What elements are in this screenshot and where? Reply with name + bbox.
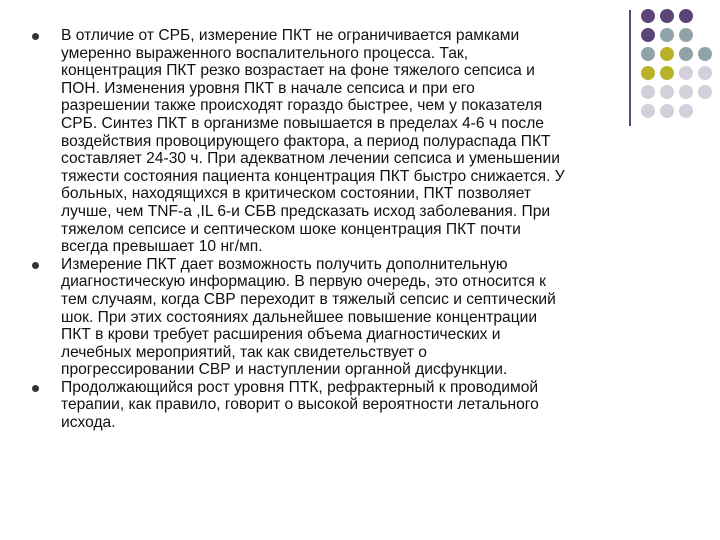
bullet-text-line: концентрация ПКТ резко возрастает на фоне тяжелого сепсиса и bbox=[61, 62, 535, 80]
decorative-dot bbox=[679, 28, 693, 42]
bullet-text-line: СРБ. Синтез ПКТ в организме повышается в пределах 4-6 ч после bbox=[61, 114, 544, 132]
decorative-dot bbox=[660, 9, 674, 23]
bullet-text-line: Измерение ПКТ дает возможность получить дополнительную bbox=[61, 255, 508, 273]
bullet-text-line: В отличие от СРБ, измерение ПКТ не ограничивается рамками bbox=[61, 27, 520, 44]
decorative-dot bbox=[698, 85, 712, 99]
decorative-dot bbox=[679, 9, 693, 23]
decorative-dot bbox=[679, 47, 693, 61]
bullet-list bbox=[30, 27, 680, 432]
bullet-text-line: всегда превышает 10 нг/мп. bbox=[61, 238, 263, 256]
bullet-text-line: составляет 24-30 ч. При адекватном лечении сепсиса и уменьшении bbox=[61, 150, 560, 168]
decorative-dot bbox=[698, 47, 712, 61]
bullet-text-line: тяжести состояния пациента концентрация ПКТ быстро снижается. У bbox=[61, 167, 565, 185]
decorative-dot bbox=[679, 104, 693, 118]
bullet-text-line: разрешении также происходят гораздо быстрее, чем у показателя bbox=[61, 97, 543, 115]
bullet-text-line: больных, находящихся в критическом состоянии, ПКТ позволяет bbox=[61, 185, 532, 203]
bullet-dot-icon bbox=[32, 33, 39, 40]
bullet-dot-icon bbox=[32, 385, 39, 392]
bullet-text-line: умеренно выраженного воспалительного процесса. Так, bbox=[61, 44, 469, 62]
bullet-text-line: исхода. bbox=[61, 414, 116, 432]
bullet-text-line: Продолжающийся рост уровня ПТК, рефрактерный к проводимой bbox=[61, 378, 539, 396]
bullet-text-line: ПОН. Изменения уровня ПКТ в начале сепсиса и при его bbox=[61, 79, 475, 97]
decorative-dot bbox=[698, 66, 712, 80]
bullet-item bbox=[30, 27, 680, 256]
bullet-text-line: воздействия провоцирующего фактора, а период полураспада ПКТ bbox=[61, 132, 551, 150]
decorative-dot bbox=[641, 9, 655, 23]
bullet-text-line: тяжелом сепсисе и септическом шоке концентрация ПКТ почти bbox=[61, 220, 521, 238]
bullet-item bbox=[30, 256, 680, 379]
bullet-text-line: лечебных мероприятий, так как свидетельствует о bbox=[61, 343, 427, 361]
decorative-dot bbox=[679, 66, 693, 80]
decorative-dot bbox=[679, 85, 693, 99]
bullet-text-line: диагностическую информацию. В первую очередь, это относится к bbox=[61, 273, 546, 291]
bullet-dot-icon bbox=[32, 262, 39, 269]
bullet-text-line: лучше, чем TNF-a ,IL 6-и СБВ предсказать исход заболевания. При bbox=[61, 202, 551, 220]
bullet-text-line: тем случаям, когда СВР переходит в тяжелый сепсис и септический bbox=[61, 290, 556, 308]
bullet-item bbox=[30, 379, 680, 432]
bullet-text-line: шок. При этих состояниях дальнейшее повышение концентрации bbox=[61, 308, 538, 326]
bullet-text-line: ПКТ в крови требует расширения объема диагностических и bbox=[61, 326, 501, 344]
bullet-text-line: терапии, как правило, говорит о высокой вероятности летального bbox=[61, 396, 539, 414]
bullet-text-line: прогрессировании СВР и наступлении органной дисфункции. bbox=[61, 361, 508, 379]
